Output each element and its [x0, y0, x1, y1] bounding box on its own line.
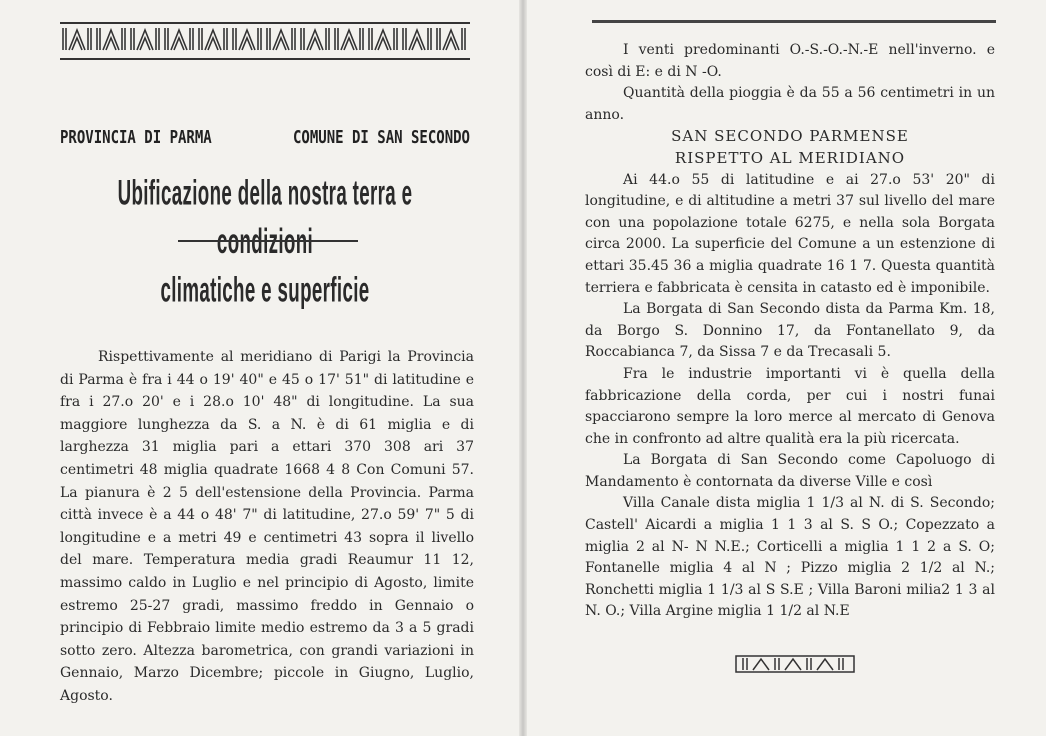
paragraph-villages: Villa Canale dista miglia 1 1/3 al N. di S. Secondo; Castell' Aicardi a miglia 1 1 3 al S. S O.; Copezzato a miglia 2 al N- N N.E.; Corticelli a miglia 1 1 2 a S. O; Fontanelle miglia 4 al N ; Pizzo miglia 2 1/2 al N.; Ronchetti miglia 1 1/3 al S S.E ; Villa Baroni milia2 1 3 al N. O.; Villa Argine miglia 1 1/2 al N.E [585, 495, 995, 620]
paragraph-industry: Fra le industrie importanti vi è quella della fabbricazione della corda, per cui i nostri funai spacciarono sempre la loro merce al mercato di Genova che in confronto ad altre qualità era la più ricercata. [585, 365, 995, 447]
decorative-pattern-icon [60, 24, 470, 54]
decorative-header-band [60, 22, 470, 60]
paragraph-location: Ai 44.o 55 di latitudine e ai 27.o 53' 20" di longitudine, e di altitudine a metri 37 sul livello del mare con una popolazione totale 6275, e nella sola Borgata circa 2000. La superficie del Comune a un estenzione di ettari 35.45 36 a miglia quadrate 16 1 7. Questa quantità terriera e fabbricata è censita in catasto ed è imponibile. [585, 171, 995, 296]
right-top-rule [592, 20, 996, 23]
right-body-text [585, 40, 995, 623]
page-gutter [519, 0, 527, 736]
footer-ornament-icon [735, 655, 855, 673]
title-divider [178, 240, 358, 242]
paragraph-winds: I venti predominanti O.-S.-O.-N.-E nell'inverno. e così di E: e di N -O. [585, 42, 995, 80]
left-body-text: Rispettivamente al meridiano di Parigi la Provincia di Parma è fra i 44 o 19' 40" e 45 o 17' 51" di latitudine e fra i 27.o 20' e i 28.o 10' 48" di longitudine. La sua maggiore lunghezza da S. a N. è di 61 miglia e di larghezza 31 miglia pari a ettari 370 308 ari 37 centimetri 48 miglia quadrate 1668 4 8 Con Comuni 57. La pianura è 2 5 dell'estensione della Provincia. Parma città invece è a 44 o 48' 7" di latitudine, 27.o 59' 7" 5 di longitudine e a metri 49 e centimetri 43 sopra il livello del mare. Temperatura media gradi Reaumur 11 12, massimo caldo in Luglio e nel principio di Agosto, limite estremo 25-27 gradi, massimo freddo in Gennaio o principio di Febbraio limite medio estremo da 3 a 5 gradi sotto zero. Altezza barometrica, con grandi variazioni in Gennaio, Marzo Dicembre; piccole in Giugno, Luglio, Agosto. [60, 349, 474, 704]
title-line-2: climatiche e superficie [160, 269, 370, 310]
header-row [60, 128, 470, 148]
comune-label: COMUNE DI SAN SECONDO [292, 128, 470, 148]
paragraph-rain: Quantità della pioggia è da 55 a 56 centimetri in un anno. [585, 85, 995, 123]
section-heading-1: SAN SECONDO PARMENSE [671, 127, 909, 146]
section-heading-2: RISPETTO AL MERIDIANO [674, 148, 906, 167]
paragraph-distances: La Borgata di San Secondo dista da Parma Km. 18, da Borgo S. Donnino 17, da Fontanellato 9, da Roccabianca 7, da Sissa 7 e da Trecasali 5. [585, 301, 995, 361]
paragraph-mandamento: La Borgata di San Secondo come Capoluogo di Mandamento è contornata da diverse Ville e così [585, 452, 995, 490]
province-label: PROVINCIA DI PARMA [60, 128, 212, 148]
title-line-1: Ubificazione della nostra terra e condizioni [117, 172, 413, 262]
